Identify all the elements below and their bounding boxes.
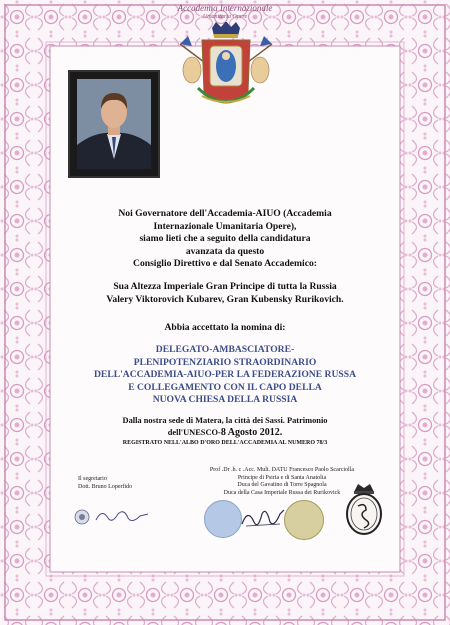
intro-line: siamo lieti che a seguito della candidatura [139,233,311,244]
intro-line: avanzata da questo [185,245,265,257]
portrait-figure [77,79,151,169]
secretary-block [78,476,132,491]
place-line-2 [70,427,380,439]
appointment-line: DELEGATO-AMBASCIATORE- [155,344,295,355]
recipient-line: Sua Altezza Imperiale Gran Principe di tutta la Russia [113,281,337,292]
academy-crest-emblem [178,22,274,114]
secretary-signature [72,502,152,530]
signer-line: Prof .Dr .h. c .Acc. Mult. DATU Francesco Paolo Scarciolla [209,467,355,473]
crest-banner-line1: Accademia Internazionale [177,3,273,13]
crest-banner-line2: Umanitaria Opere [202,14,248,20]
portrait-photo [68,70,160,178]
signer-line: Duca del Gavatino di Torre Spagnola [237,482,327,488]
blue-seal [204,500,242,538]
accepted-line: Abbia accettato la nomina di: [164,322,286,333]
appointment-title [70,344,380,407]
intro-line: Consiglio Direttivo e dal Senato Accademico: [133,258,317,269]
gold-seal [284,500,324,540]
appointment-line: PLENIPOTENZIARIO STRAORDINARIO [133,356,317,368]
signer-signature [240,504,286,532]
place-date-paragraph [70,415,380,448]
intro-line: Internazionale Umanitaria Opere), [153,220,297,232]
crest-banner [150,4,300,22]
registry-line: REGISTRATO NELL'ALBO D'ORO DELL'ACCADEMIA AL NUMERO 78/3 [122,440,328,446]
issue-date: 8 Agosto 2012. [220,427,283,438]
secretary-role: Il segretario [78,476,107,482]
place-line: Dalla nostra sede di Matera, la città dei Sassi. Patrimonio [122,416,328,425]
intro-paragraph [70,208,380,271]
place-prefix: dell'UNESCO- [167,428,221,437]
recipient-line: Valery Viktorovich Kubarev, Gran Kubensky Rurikovich. [106,293,344,305]
appointment-line: NUOVA CHIESA DELLA RUSSIA [152,394,298,405]
appointment-line: DELL'ACCADEMIA-AIUO-PER LA FEDERAZIONE RUSSA [94,369,356,380]
imperial-monogram-emblem [344,480,384,536]
secretary-name: Dott. Bruno Loperfido [78,483,133,490]
intro-line: Noi Governatore dell'Accademia-AIUO (Accademia [118,208,332,219]
signer-line: Principe di Psiria e di Santa Anatolia [237,474,327,481]
recipient-paragraph [70,281,380,306]
signer-line: Duca della Casa Imperiale Russa dei Rurikovick [223,489,341,496]
appointment-line: E COLLEGAMENTO CON IL CAPO DELLA [128,381,322,393]
